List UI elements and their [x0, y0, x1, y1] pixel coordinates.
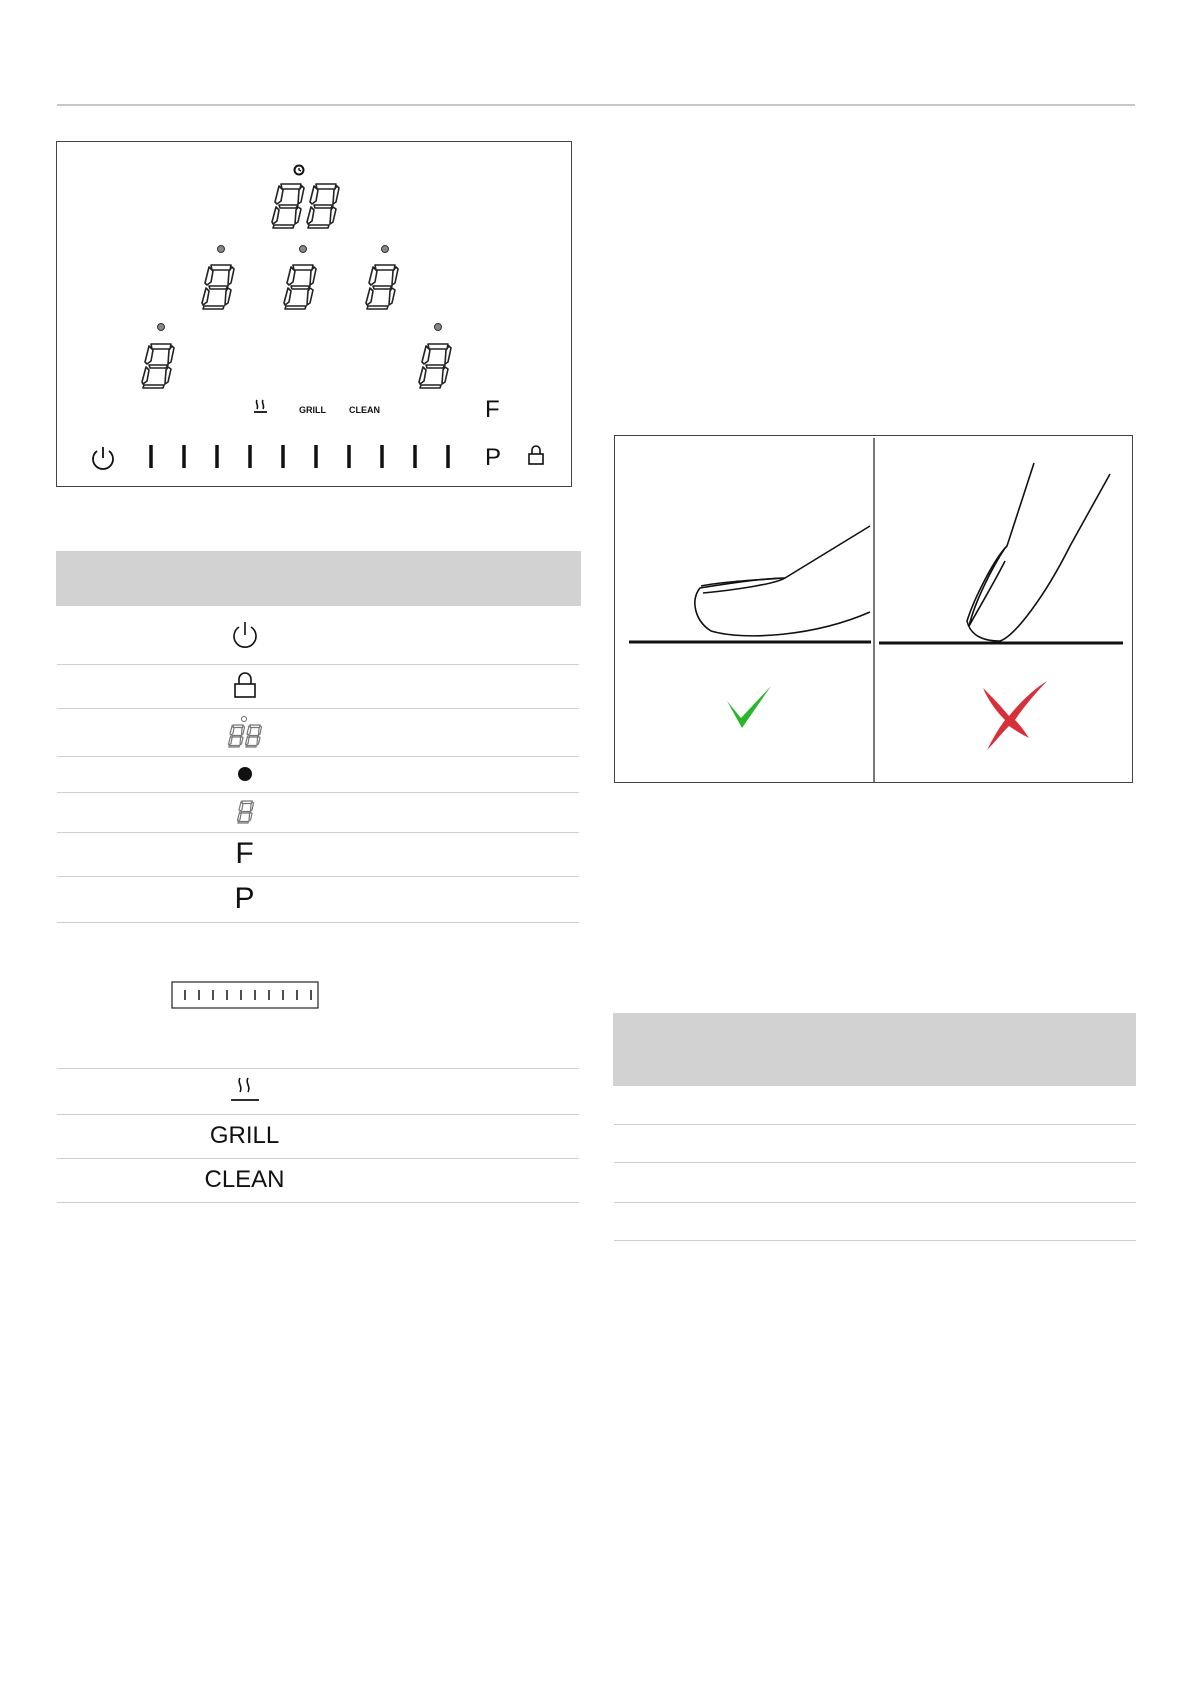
- zone-display-4: [142, 344, 174, 388]
- top-rule: [57, 104, 1135, 106]
- right-table-row: [614, 1162, 1136, 1203]
- legend-row-keep-warm: [57, 1068, 579, 1115]
- legend-table-header: [56, 551, 581, 606]
- zone-indicator-dot-icon: [300, 246, 307, 253]
- legend-row-timer: [57, 708, 579, 757]
- right-table-header: [613, 1013, 1136, 1086]
- cross-mark-icon: [983, 681, 1047, 750]
- legend-row-dot: [57, 756, 579, 793]
- zone-display-icon: [235, 799, 255, 825]
- keep-warm-icon: [228, 1075, 262, 1107]
- zone-indicator-dot-icon: [382, 246, 389, 253]
- check-mark-icon: [727, 686, 771, 728]
- zone-display-5: [419, 344, 451, 388]
- lock-icon[interactable]: [529, 446, 543, 464]
- finger-pad-correct: [695, 526, 870, 636]
- legend-row-clean: [57, 1158, 579, 1203]
- legend-row-slider: [57, 922, 579, 1069]
- power-icon: [230, 620, 260, 650]
- power-slider[interactable]: [151, 445, 448, 468]
- touch-technique-figure: [614, 435, 1133, 783]
- lock-icon: [232, 672, 258, 700]
- timer-display-icon: [225, 715, 265, 749]
- control-panel-drawing: [57, 142, 573, 488]
- right-table-row: [614, 1202, 1136, 1241]
- timer-display: [272, 184, 339, 228]
- zone-indicator-dot-icon: [218, 246, 225, 253]
- finger-drawing: [615, 436, 1134, 784]
- grill-label[interactable]: GRILL: [299, 405, 326, 415]
- finger-tip-incorrect: [967, 463, 1110, 641]
- clean-text: CLEAN: [204, 1166, 285, 1193]
- legend-row-p: [57, 876, 579, 923]
- zone-display-2: [284, 265, 316, 309]
- slider-icon: [171, 981, 319, 1009]
- function-key-f[interactable]: F: [485, 396, 500, 423]
- legend-row-grill: [57, 1114, 579, 1159]
- clean-label[interactable]: CLEAN: [349, 405, 380, 415]
- zone-display-1: [202, 265, 234, 309]
- legend-row-lock: [57, 664, 579, 709]
- grill-text: GRILL: [209, 1122, 280, 1149]
- f-symbol: F: [235, 837, 254, 870]
- keep-warm-icon: [254, 400, 267, 412]
- power-icon[interactable]: [93, 447, 113, 469]
- p-symbol: P: [234, 882, 255, 915]
- right-table-row: [614, 1124, 1136, 1163]
- zone-indicator-dot-icon: [435, 324, 442, 331]
- zone-dot-icon: [235, 764, 255, 784]
- right-table-row: [614, 1086, 1136, 1125]
- legend-row-f: [57, 832, 579, 877]
- legend-row-zone: [57, 792, 579, 833]
- zone-display-3: [366, 265, 398, 309]
- function-key-p[interactable]: P: [485, 444, 502, 471]
- legend-row-power: [57, 606, 579, 665]
- zone-indicator-dot-icon: [158, 324, 165, 331]
- timer-icon: [295, 166, 304, 175]
- control-panel-diagram: [56, 141, 572, 487]
